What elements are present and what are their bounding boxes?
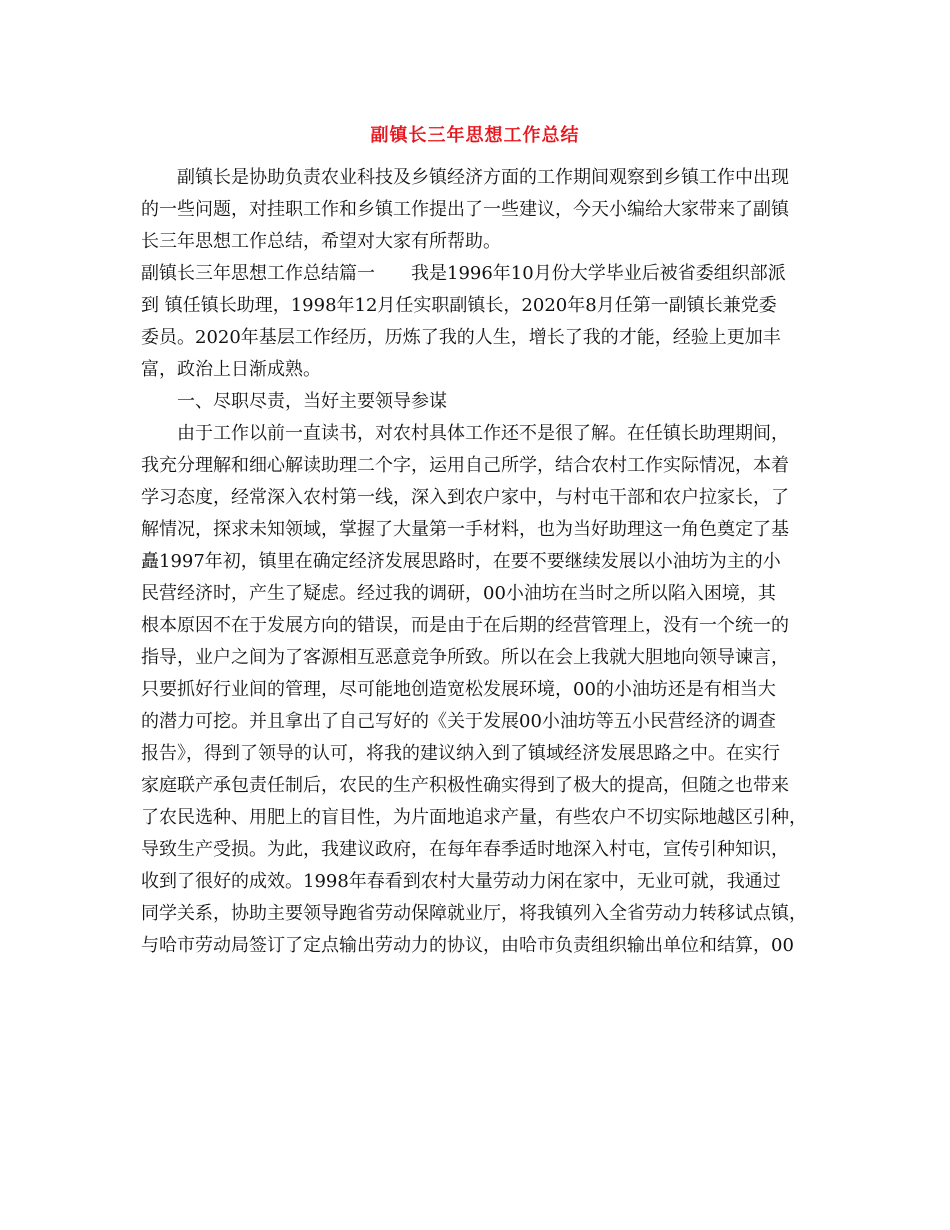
body-line: 民营经济时，产生了疑虑。经过我的调研，00小油坊在当时之所以陷入困境，其 <box>141 583 776 604</box>
body-line: 根本原因不在于发展方向的错误，而是由于在后期的经营管理上，没有一个统一的 <box>141 615 789 636</box>
body-line: 报告》，得到了领导的认可，将我的建议纳入到了镇域经济发展思路之中。在实行 <box>141 743 780 764</box>
body-line: 导致生产受损。为此，我建议政府，在每年春季适时地深入村屯，宣传引种知识， <box>141 839 789 860</box>
body-line: 委员。2020年基层工作经历，历炼了我的人生，增长了我的才能，经验上更加丰 <box>141 327 781 348</box>
document-body <box>141 162 821 962</box>
body-line: 富，政治上日渐成熟。 <box>141 359 321 380</box>
body-line: 的潜力可挖。并且拿出了自己写好的《关于发展00小油坊等五小民营经济的调查 <box>141 711 776 732</box>
body-line: 了农民选种、用肥上的盲目性，为片面地追求产量，有些农户不切实际地越区引种， <box>141 807 807 828</box>
body-line: 只要抓好行业间的管理，尽可能地创造宽松发展环境，00的小油坊还是有相当大 <box>141 679 776 700</box>
subsection-heading: 一、尽职尽责，当好主要领导参谋 <box>177 391 447 412</box>
body-line: 长三年思想工作总结，希望对大家有所帮助。 <box>141 231 501 252</box>
body-line: 与哈市劳动局签订了定点输出劳动力的协议，由哈市负责组织输出单位和结算，00 <box>141 935 794 956</box>
section-heading-line: 副镇长三年思想工作总结篇一 我是1996年10月份大学毕业后被省委组织部派 <box>141 263 786 284</box>
document-title: 副镇长三年思想工作总结 <box>370 125 580 146</box>
body-line: 的一些问题，对挂职工作和乡镇工作提出了一些建议，今天小编给大家带来了副镇 <box>141 199 789 220</box>
body-line: 指导，业户之间为了客源相互恶意竞争所致。所以在会上我就大胆地向领导谏言， <box>141 647 789 668</box>
body-line: 同学关系，协助主要领导跑省劳动保障就业厅，将我镇列入全省劳动力转移试点镇， <box>141 903 807 924</box>
body-line: 收到了很好的成效。1998年春看到农村大量劳动力闲在家中，无业可就，我通过 <box>141 871 781 892</box>
body-line: 解情况，探求未知领域，掌握了大量第一手材料，也为当好助理这一角色奠定了基 <box>141 519 789 540</box>
body-line: 学习态度，经常深入农村第一线，深入到农户家中，与村屯干部和农户拉家长，了 <box>141 487 789 508</box>
body-line: 我充分理解和细心解读助理二个字，运用自己所学，结合农村工作实际情况，本着 <box>141 455 789 476</box>
body-line: 副镇长是协助负责农业科技及乡镇经济方面的工作期间观察到乡镇工作中出现 <box>177 167 789 188</box>
body-line: 家庭联产承包责任制后，农民的生产积极性确实得到了极大的提高，但随之也带来 <box>141 775 789 796</box>
body-line: 矗1997年初，镇里在确定经济发展思路时，在要不要继续发展以小油坊为主的小 <box>141 551 781 572</box>
body-line: 由于工作以前一直读书，对农村具体工作还不是很了解。在任镇长助理期间， <box>177 423 789 444</box>
body-line: 到 镇任镇长助理，1998年12月任实职副镇长，2020年8月任第一副镇长兼党委 <box>141 295 777 316</box>
